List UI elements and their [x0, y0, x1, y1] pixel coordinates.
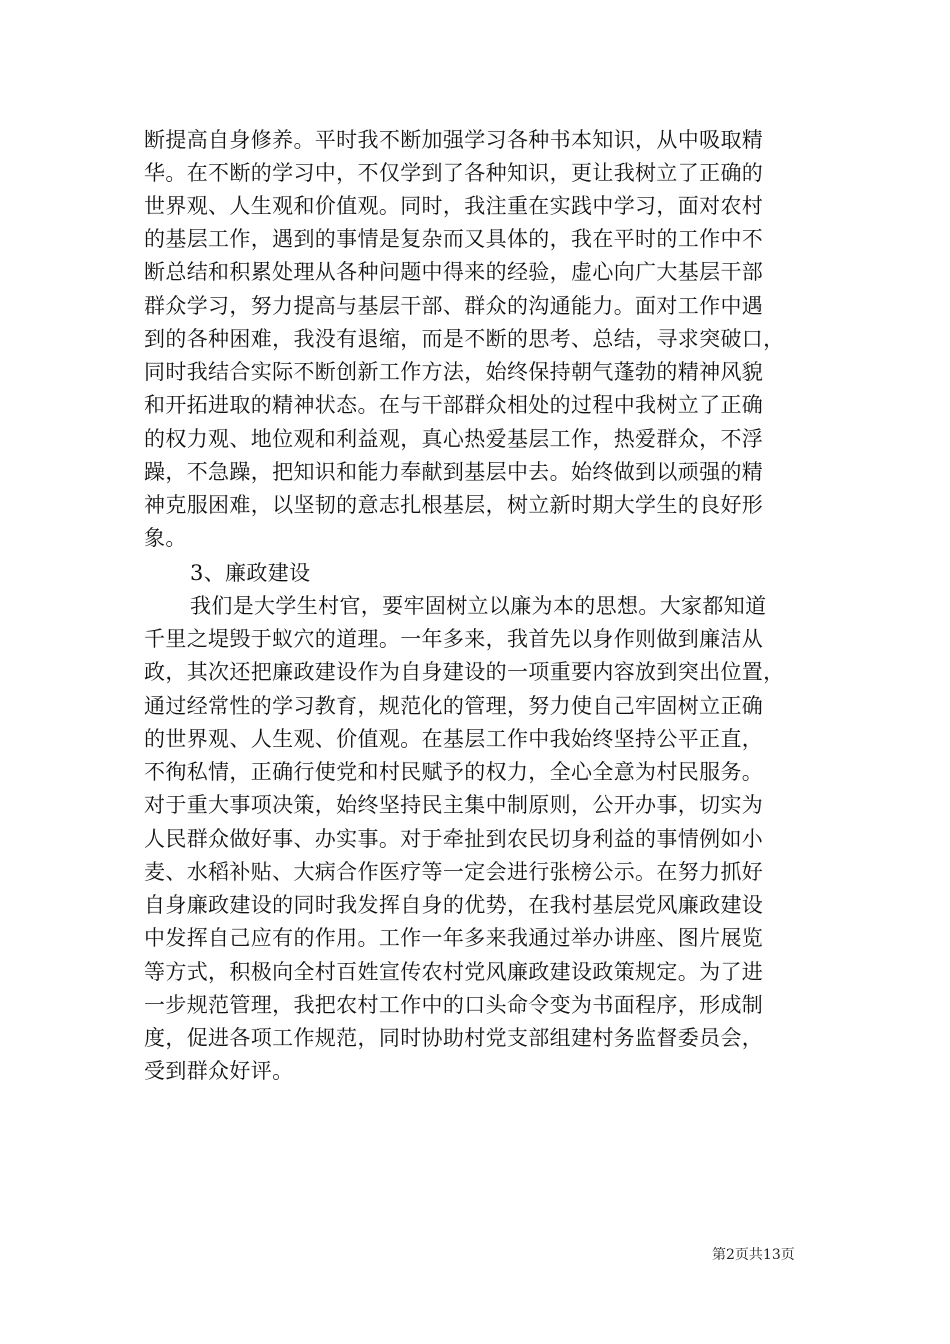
body-text-line: 不徇私情，正确行使党和村民赋予的权力，全心全意为村民服务。: [144, 760, 764, 784]
body-text-line: 一步规范管理，我把农村工作中的口头命令变为书面程序，形成制: [144, 993, 764, 1017]
body-text-line: 麦、水稻补贴、大病合作医疗等一定会进行张榜公示。在努力抓好: [144, 860, 764, 884]
body-text-line: 的世界观、人生观、价值观。在基层工作中我始终坚持公平正直，: [144, 727, 764, 751]
body-text-line: 的基层工作，遇到的事情是复杂而又具体的，我在平时的工作中不: [144, 227, 764, 251]
body-text-line: 象。: [144, 526, 187, 550]
body-text-line: 躁，不急躁，把知识和能力奉献到基层中去。始终做到以顽强的精: [144, 460, 764, 484]
body-text-line: 我们是大学生村官，要牢固树立以廉为本的思想。大家都知道: [190, 594, 767, 618]
body-text-line: 和开拓进取的精神状态。在与干部群众相处的过程中我树立了正确: [144, 393, 764, 417]
body-text-line: 自身廉政建设的同时我发挥自身的优势，在我村基层党风廉政建设: [144, 893, 764, 917]
body-text-line: 世界观、人生观和价值观。同时，我注重在实践中学习，面对农村: [144, 194, 764, 218]
body-text-line: 神克服困难，以坚韧的意志扎根基层，树立新时期大学生的良好形: [144, 493, 764, 517]
body-text-line: 通过经常性的学习教育，规范化的管理，努力使自己牢固树立正确: [144, 694, 764, 718]
body-text-line: 华。在不断的学习中，不仅学到了各种知识，更让我树立了正确的: [144, 161, 764, 185]
section-heading: 3、廉政建设: [190, 561, 311, 585]
body-text-line: 人民群众做好事、办实事。对于牵扯到农民切身利益的事情例如小: [144, 827, 764, 851]
body-text-line: 中发挥自己应有的作用。工作一年多来我通过举办讲座、图片展览: [144, 926, 764, 950]
body-text-line: 群众学习，努力提高与基层干部、群众的沟通能力。面对工作中遇: [144, 294, 764, 318]
body-text-line: 断提高自身修养。平时我不断加强学习各种书本知识，从中吸取精: [144, 128, 764, 152]
body-text-line: 到的各种困难，我没有退缩，而是不断的思考、总结，寻求突破口，: [144, 327, 785, 351]
body-text-line: 度，促进各项工作规范，同时协助村党支部组建村务监督委员会，: [144, 1026, 764, 1050]
body-text-line: 政，其次还把廉政建设作为自身建设的一项重要内容放到突出位置，: [144, 660, 785, 684]
body-text-line: 等方式，积极向全村百姓宣传农村党风廉政建设政策规定。为了进: [144, 960, 764, 984]
body-text-line: 对于重大事项决策，始终坚持民主集中制原则，公开办事，切实为: [144, 793, 764, 817]
body-text-line: 的权力观、地位观和利益观，真心热爱基层工作，热爱群众，不浮: [144, 427, 764, 451]
page-number-footer: 第2页共13页: [712, 1247, 795, 1263]
body-text-line: 同时我结合实际不断创新工作方法，始终保持朝气蓬勃的精神风貌: [144, 360, 764, 384]
body-text-line: 受到群众好评。: [144, 1059, 294, 1083]
body-text-line: 千里之堤毁于蚁穴的道理。一年多来，我首先以身作则做到廉洁从: [144, 627, 764, 651]
body-text-line: 断总结和积累处理从各种问题中得来的经验，虚心向广大基层干部: [144, 260, 764, 284]
